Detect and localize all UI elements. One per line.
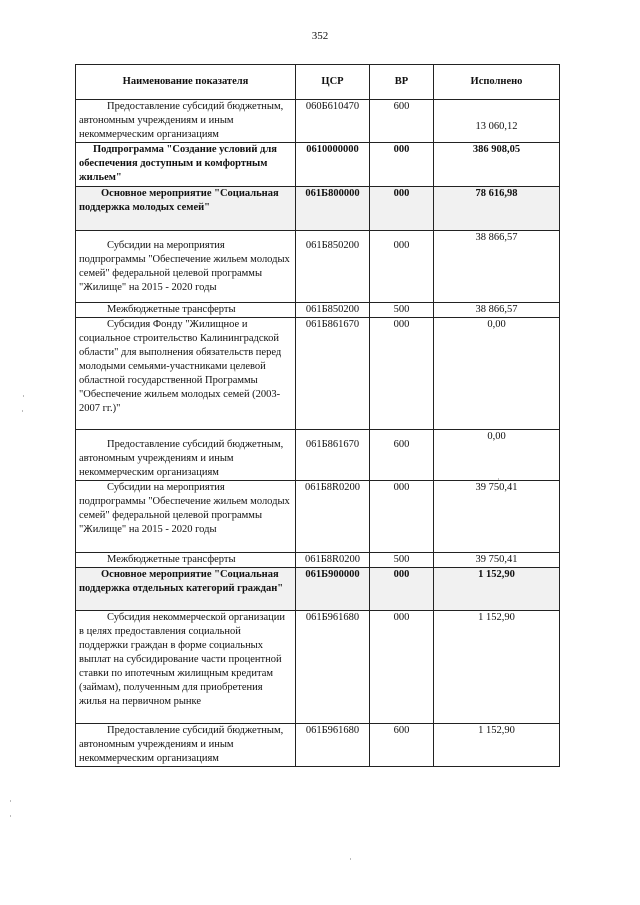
row-csr: 061Б850200 [296, 303, 370, 318]
table-row [76, 100, 560, 143]
table-row [76, 611, 560, 724]
table-row [76, 303, 560, 318]
row-executed: 39 750,41 [434, 481, 560, 553]
row-executed: 78 616,98 [434, 187, 560, 231]
row-executed: 1 152,90 [434, 611, 560, 724]
row-csr: 061Б8R0200 [296, 553, 370, 568]
row-vr: 000 [370, 231, 434, 303]
row-csr: 061Б800000 [296, 187, 370, 231]
row-vr: 500 [370, 303, 434, 318]
row-name: Межбюджетные трансферты [76, 303, 296, 318]
row-executed: 38 866,57 [434, 303, 560, 318]
scan-speck [22, 410, 23, 412]
table-row [76, 187, 560, 231]
row-csr: 061Б961680 [296, 611, 370, 724]
scan-speck [10, 815, 11, 817]
table-row [76, 724, 560, 767]
row-csr: 061Б8R0200 [296, 481, 370, 553]
row-executed: 1 152,90 [434, 724, 560, 767]
row-executed: 13 060,12 [434, 100, 560, 143]
row-name: Субсидия некоммерческой организации в целях предоставления социальной поддержки граждан в форме социальных выплат на субсидирование части процентной ставки по ипотечным жилищным кредитам (займам), полученным для приобретения жилья на первичном рынке [76, 611, 296, 724]
row-name: Основное мероприятие "Социальная поддержка молодых семей" [76, 187, 296, 231]
header-name: Наименование показателя [76, 65, 296, 100]
scan-speck [498, 478, 499, 480]
row-vr: 600 [370, 430, 434, 481]
row-vr: 000 [370, 187, 434, 231]
row-csr: 061Б961680 [296, 724, 370, 767]
row-name: Субсидия Фонду "Жилищное и социальное строительство Калининградской области" для выполнения обязательств перед молодыми семьями-участниками целевой областной государственной Программы "Обеспечение жильем молодых семей (2003-2007 гг.)" [76, 318, 296, 430]
row-executed: 386 908,05 [434, 143, 560, 187]
table-row [76, 231, 560, 303]
table-row [76, 143, 560, 187]
row-name: Предоставление субсидий бюджетным, автономным учреждениям и иным некоммерческим организациям [76, 100, 296, 143]
page-number: 352 [311, 30, 329, 42]
scan-speck [23, 395, 24, 397]
scan-speck [350, 858, 351, 860]
row-csr: 061Б850200 [296, 231, 370, 303]
row-executed: 0,00 [434, 430, 560, 481]
row-executed: 1 152,90 [434, 568, 560, 611]
row-csr: 061Б861670 [296, 430, 370, 481]
row-vr: 600 [370, 724, 434, 767]
row-vr: 000 [370, 568, 434, 611]
table-row [76, 553, 560, 568]
table-row [76, 568, 560, 611]
row-name: Субсидии на мероприятия подпрограммы "Обеспечение жильем молодых семей" федеральной целевой программы "Жилище" на 2015 - 2020 годы [76, 231, 296, 303]
row-vr: 000 [370, 611, 434, 724]
table-row [76, 481, 560, 553]
row-vr: 600 [370, 100, 434, 143]
row-executed: 39 750,41 [434, 553, 560, 568]
table-row [76, 430, 560, 481]
row-name: Межбюджетные трансферты [76, 553, 296, 568]
row-csr: 061Б900000 [296, 568, 370, 611]
row-csr: 0610000000 [296, 143, 370, 187]
row-name: Субсидии на мероприятия подпрограммы "Обеспечение жильем молодых семей" федеральной целевой программы "Жилище" на 2015 - 2020 годы [76, 481, 296, 553]
header-vr: ВР [370, 65, 434, 100]
header-csr: ЦСР [296, 65, 370, 100]
row-name: Подпрограмма "Создание условий для обеспечения доступным и комфортным жильем" [76, 143, 296, 187]
row-executed: 38 866,57 [434, 231, 560, 303]
row-vr: 500 [370, 553, 434, 568]
table-row [76, 318, 560, 430]
row-vr: 000 [370, 143, 434, 187]
budget-execution-table [75, 64, 560, 767]
row-name: Основное мероприятие "Социальная поддержка отдельных категорий граждан" [76, 568, 296, 611]
row-vr: 000 [370, 318, 434, 430]
header-executed: Исполнено [434, 65, 560, 100]
row-name: Предоставление субсидий бюджетным, автономным учреждениям и иным некоммерческим организациям [76, 724, 296, 767]
row-csr: 060Б610470 [296, 100, 370, 143]
row-name: Предоставление субсидий бюджетным, автономным учреждениям и иным некоммерческим организациям [76, 430, 296, 481]
row-csr: 061Б861670 [296, 318, 370, 430]
row-vr: 000 [370, 481, 434, 553]
scan-speck [10, 800, 11, 802]
table-header-row [76, 65, 560, 100]
row-executed: 0,00 [434, 318, 560, 430]
